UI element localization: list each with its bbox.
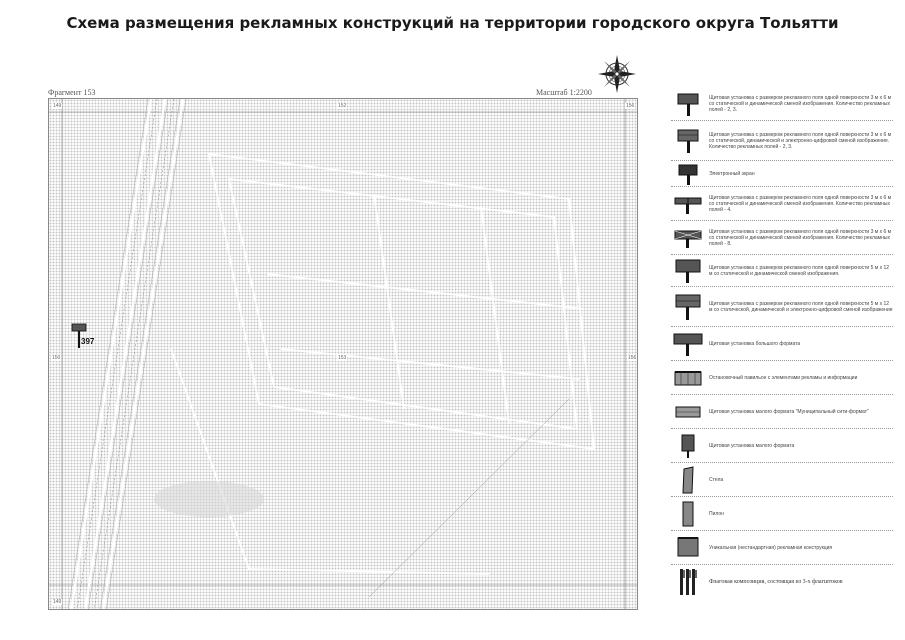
legend-item: Пилон [671,497,893,531]
legend-item: Щитовая установка с размером рекламного поля одной поверхности 3 м х 6 м со статической, динамической и электронно-цифровой сменой изображения. Количество рекламных полей - 2, 3. [671,121,893,161]
legend-item: Щитовая установка с размером рекламного поля одной поверхности 5 м х 12 м со статической, динамической и электронно-цифровой сменой изображения [671,287,893,327]
electronic-screen-icon [674,162,702,186]
legend-item: Щитовая установка с размером рекламного поля одной поверхности 3 м х 6 м со статической и динамической сменой изображения. Количество рекламных полей - 4. [671,187,893,221]
ad-construction-number[interactable]: 397 [81,337,95,346]
legend-item: Щитовая установка малого формата [671,429,893,463]
billboard-3x6-eight-fields-icon [673,226,703,250]
fragment-label: Фрагмент 153 [48,88,96,97]
billboard-5x12-icon [673,257,703,285]
legend-item: Остановочный павильон с элементами рекламы и информации [671,361,893,395]
billboard-5x12-digital-icon [673,292,703,322]
legend-item: Щитовая установка большого формата [671,327,893,361]
legend-item: Щитовая установка с размером рекламного поля одной поверхности 3 м х 6 м со статической и динамической сменой изображения. Количество рекламных полей - 2, 3. [671,87,893,121]
neighbor-label-top-right: 156 [626,103,635,109]
legend-item: Щитовая установка с размером рекламного поля одной поверхности 5 м х 12 м со статической и динамической сменой изображения. [671,255,893,287]
billboard-3x6-digital-icon [674,127,702,155]
map-area[interactable] [48,98,638,610]
neighbor-label-left-mid: 150 [52,355,61,361]
legend-item: Стела [671,463,893,497]
neighbor-label-center: 153 [338,355,347,361]
small-format-billboard-icon [678,432,698,460]
flag-composition-icon [677,567,699,597]
pavilion-icon [673,368,703,388]
legend-item: Щитовая установка с размером рекламного поля одной поверхности 3 м х 6 м со статической и динамической сменой изображения. Количество рекламных полей - 8. [671,221,893,255]
legend [671,87,893,599]
pylon-icon [678,500,698,528]
large-format-billboard-icon [672,330,704,358]
stela-icon [678,466,698,494]
billboard-3x6-one-surface-icon [674,90,702,118]
billboard-3x6-four-fields-icon [673,192,703,216]
legend-item: Щитовая установка малого формата "Муниципальный сити-формат" [671,395,893,429]
neighbor-label-top-center: 152 [338,103,347,109]
unique-construction-icon [675,535,701,561]
page-title: Схема размещения рекламных конструкций на территории городского округа Тольятти [66,14,839,32]
neighbor-label-top-left: 149 [53,103,62,109]
legend-item: Уникальная (нестандартная) рекламная конструкция [671,531,893,565]
neighbor-label-bottom-left: 149 [53,599,62,605]
city-format-icon [673,404,703,420]
neighbor-label-right-mid: 156 [628,355,637,361]
legend-item: Электронный экран [671,161,893,187]
compass-rose-icon [597,54,637,94]
scale-label: Масштаб 1:2200 [536,88,592,97]
legend-item: Флаговая композиция, состоящая из 3-х флагштоков [671,565,893,599]
